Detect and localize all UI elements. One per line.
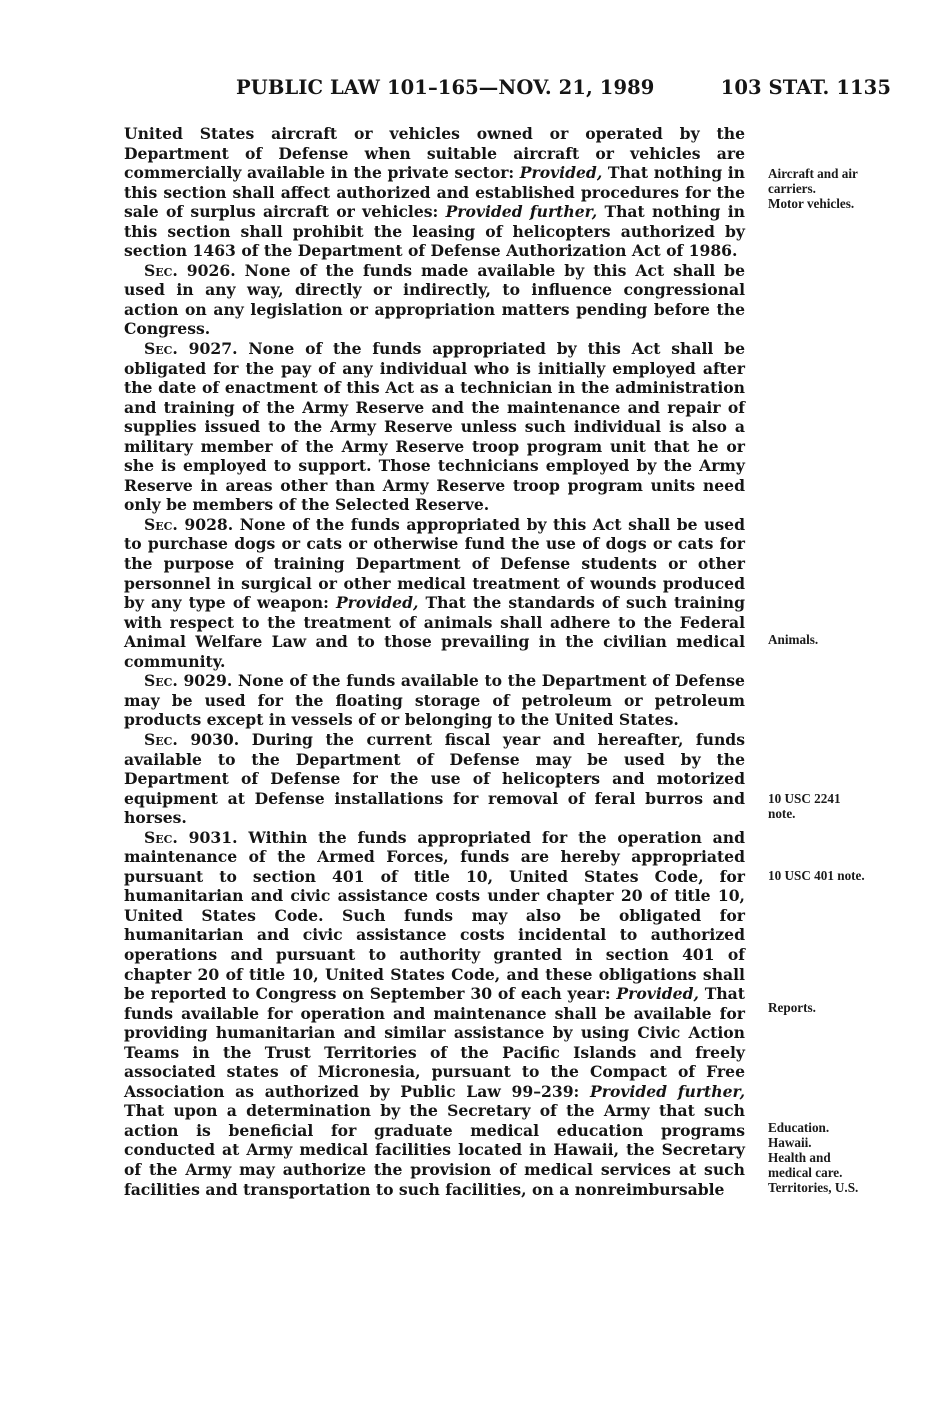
section-9027: Sec. 9027. None of the funds appropriated by this Act shall be obligated for the pay of any individual who is initially employed after the date of enactment of this Act as a technician in the administration and training of the Army Reserve and the maintenance and repair of supplies issued to the Army Reserve unless such individual is also a military member of the Army Reserve troop program unit that he or she is employed to support. Those technicians employed by the Army Reserve in areas other than Army Reserve troop program units need only be members of the Selected Reserve. xyxy=(124,339,746,515)
section-9028: Sec. 9028. None of the funds appropriated by this Act shall be used to purchase dogs or cats or otherwise fund the use of dogs or cats for the purpose of training Department of Defense students or other personnel in surgical or other medical treatment of wounds produced by any type of weapon: Provided, That the standards of such training with respect to the treatment of animals shall adhere to the Federal Animal Welfare Law and to those prevailing in the civilian medical community. xyxy=(124,514,746,671)
margin-note-10-usc-401: 10 USC 401 note. xyxy=(768,868,865,883)
paragraph-continuation: United States aircraft or vehicles owned or operated by the Department of Defense when suitable aircraft or vehicles are commercially available in the private sector: Provided, That nothing in this section shall affect authorized and established procedures for the sale of surplus aircraft or vehicles: Provided further, That nothing in this section shall prohibit the leasing of helicopters authorized by section 1463 of the Department of Defense Authorization Act of 1986. xyxy=(124,124,746,261)
statute-body xyxy=(124,124,745,1199)
section-9029: Sec. 9029. None of the funds available to the Department of Defense may be used for the floating storage of petroleum or petroleum products except in vessels of or belonging to the United States. xyxy=(124,671,745,730)
margin-note-animals: Animals. xyxy=(768,632,819,647)
section-9030: Sec. 9030. During the current fiscal year and hereafter, funds available to the Department of Defense may be used by the Department of Defense for the use of helicopters and motorized equipment at Defense installations for removal of feral burros and horses. xyxy=(124,729,745,828)
margin-note-10-usc-2241: 10 USC 2241 note. xyxy=(768,791,841,821)
public-law-title: PUBLIC LAW 101–165—NOV. 21, 1989 xyxy=(236,76,655,99)
stat-page-number: 103 STAT. 1135 xyxy=(720,76,891,99)
section-9026: Sec. 9026. None of the funds made available by this Act shall be used in any way, directly or indirectly, to influence congressional action on any legislation or appropriation matters pending before the Congress. xyxy=(124,260,746,339)
margin-note-reports: Reports. xyxy=(768,1000,816,1015)
page-header xyxy=(236,76,891,102)
margin-note-aircraft: Aircraft and air carriers. Motor vehicles. xyxy=(768,166,858,211)
section-9031: Sec. 9031. Within the funds appropriated for the operation and maintenance of the Armed Forces, funds are hereby appropriated pursuant to section 401 of title 10, United States Code, for humanitarian and civic assistance costs under chapter 20 of title 10, United States Code. Such funds may also be obligated for humanitarian and civic assistance costs incidental to authorized operations and pursuant to authority granted in section 401 of chapter 20 of title 10, United States Code, and these obligations shall be reported to Congress on September 30 of each year: Provided, That funds available for operation and maintenance shall be available for providing humanitarian and similar assistance by using Civic Action Teams in the Trust Territories of the Pacific Islands and freely associated states of Micronesia, pursuant to the Compact of Free Association as authorized by Public Law 99–239: Provided further, That upon a determination by the Secretary of the Army that such action is beneficial for graduate medical education programs conducted at Army medical facilities located in Hawaii, the Secretary of the Army may authorize the provision of medical services at such facilities and transportation to such facilities, on a nonreimbursable xyxy=(124,827,746,1199)
margin-note-education: Education. Hawaii. Health and medical care. Territories, U.S. xyxy=(768,1120,859,1195)
